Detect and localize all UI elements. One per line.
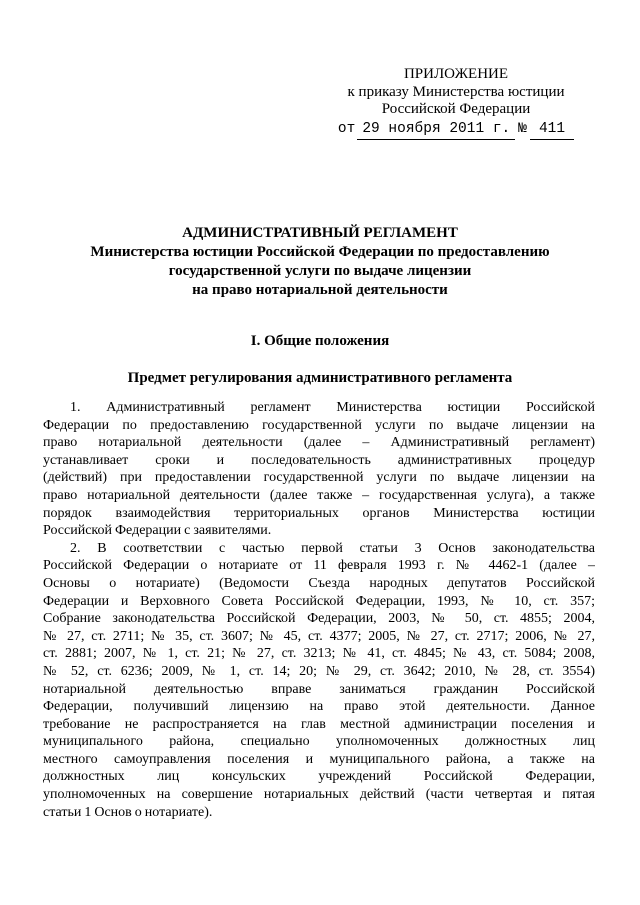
paragraph-1	[43, 399, 595, 540]
paragraph-line: Российской Федерации с заявителями.	[43, 523, 272, 539]
paragraph-line: право нотариальной деятельности (далее также – государственная услуга), а также	[43, 487, 595, 503]
order-number-underlined: 411	[530, 121, 574, 141]
paragraph-line: право нотариальной деятельности (далее – Административный регламент)	[43, 435, 595, 451]
title-line-2: Министерства юстиции Российской Федерации по предоставлению	[90, 244, 550, 260]
paragraph-line: Собрание законодательства Российской Федерации, 2003, № 50, ст. 4855; 2004,	[43, 611, 595, 627]
title-line-4: на право нотариальной деятельности	[192, 282, 448, 298]
paragraph-line: статьи 1 Основ о нотариате).	[43, 804, 213, 820]
paragraph-line: требование не распространяется на глав местной администрации поселения и	[43, 716, 595, 732]
order-date-underlined: 29 ноября 2011 г.	[357, 121, 515, 141]
paragraph-line: 2. В соответствии с частью первой статьи 3 Основ законодательства	[70, 540, 595, 556]
paragraph-line: (действий) при предоставлении государственной услуги по выдаче лицензии на	[43, 470, 595, 486]
paragraph-line: № 27, ст. 2711; № 35, ст. 3607; № 45, ст. 4377; 2005, № 27, ст. 2717; 2006, № 27,	[43, 628, 595, 644]
paragraph-line: Российской Федерации о нотариате от 11 февраля 1993 г. № 4462-1 (далее –	[43, 558, 595, 574]
appendix-block	[330, 66, 582, 140]
order-date-prefix: от	[337, 120, 356, 137]
paragraph-line: муниципального района, специально уполномоченных должностных лиц	[43, 734, 595, 750]
subsection-heading: Предмет регулирования административного регламента	[127, 370, 513, 386]
paragraph-line: Основы о нотариате) (Ведомости Съезда народных депутатов Российской	[43, 575, 595, 591]
paragraph-line: устанавливает сроки и последовательность административных процедур	[43, 452, 595, 468]
paragraph-line: уполномоченных на совершение нотариальных действий (части четвертая и пятая	[43, 787, 595, 803]
title-line-3: государственной услуги по выдаче лицензии	[168, 263, 472, 279]
paragraph-2	[43, 540, 595, 822]
paragraph-line: Федерации, получивший лицензию на право этой деятельности. Данное	[43, 699, 595, 715]
title-line-1: АДМИНИСТРАТИВНЫЙ РЕГЛАМЕНТ	[182, 225, 458, 241]
appendix-order-ref-line2: Российской Федерации	[381, 101, 531, 117]
paragraph-line: местного самоуправления поселения и муниципального района, а также на	[43, 751, 595, 767]
appendix-label: ПРИЛОЖЕНИЕ	[403, 66, 509, 82]
paragraph-line: нотариальной деятельностью вправе заниматься гражданин Российской	[43, 681, 595, 697]
paragraph-line: ст. 2881; 2007, № 1, ст. 21; № 27, ст. 3213; № 41, ст. 4845; № 43, ст. 5084; 2008,	[43, 646, 595, 662]
chapter-heading: I. Общие положения	[250, 333, 390, 349]
paragraph-line: Федерации по предоставлению государственной услуги по выдаче лицензии на	[43, 417, 595, 433]
appendix-order-ref-line1: к приказу Министерства юстиции	[347, 83, 565, 100]
paragraph-line: Федерации и Верховного Совета Российской Федерации, 1993, № 10, ст. 357;	[43, 593, 595, 609]
paragraph-line: № 52, ст. 6236; 2009, № 1, ст. 14; 20; № 29, ст. 3642; 2010, № 28, ст. 3554)	[43, 663, 595, 679]
paragraph-line: должностных лиц консульских учреждений Российской Федерации,	[43, 769, 595, 785]
paragraph-line: порядок взаимодействия территориальных органов Министерства юстиции	[43, 505, 595, 521]
number-sign: №	[518, 120, 527, 137]
document-title	[40, 224, 600, 300]
paragraph-line: 1. Административный регламент Министерства юстиции Российской	[70, 400, 595, 415]
order-date-number-line	[330, 121, 582, 141]
body-text	[43, 399, 595, 821]
